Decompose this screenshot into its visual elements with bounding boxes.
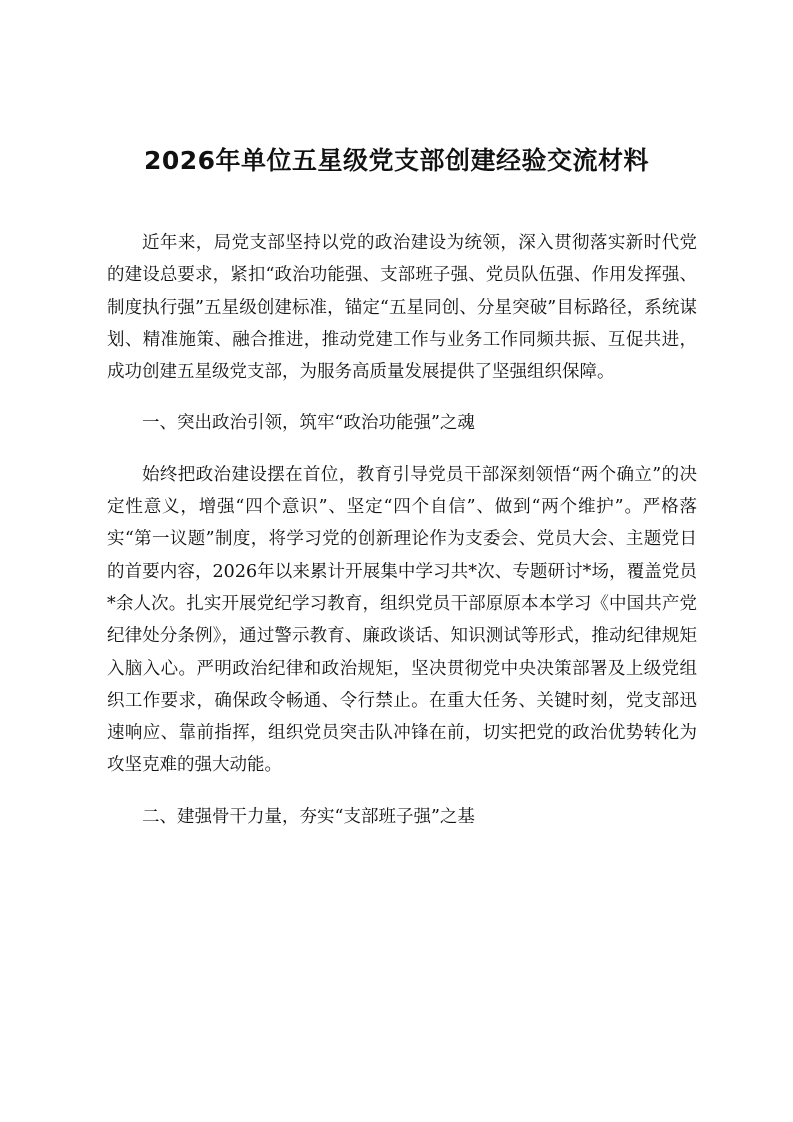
intro-paragraph: 近年来，局党支部坚持以党的政治建设为统领，深入贯彻落实新时代党的建设总要求，紧扣“政治功能强、支部班子强、党员队伍强、作用发挥强、制度执行强”五星级创建标准，锚定“五星同创、分星突破”目标路径，系统谋划、精准施策、融合推进，推动党建工作与业务工作同频共振、互促共进，成功创建五星级党支部，为服务高质量发展提供了坚强组织保障。 xyxy=(107,233,697,383)
section-heading-2: 二、建强骨干力量，夯实“支部班子强”之基 xyxy=(142,806,475,827)
section-heading-1: 一、突出政治引领，筑牢“政治功能强”之魂 xyxy=(142,413,475,434)
document-title: 2026年单位五星级党支部创建经验交流材料 xyxy=(143,146,650,175)
document-body xyxy=(107,227,697,833)
section-1-paragraph: 始终把政治建设摆在首位，教育引导党员干部深刻领悟“两个确立”的决定性意义，增强“四个意识”、坚定“四个自信”、做到“两个维护”。严格落实“第一议题”制度，将学习党的创新理论作为支委会、党员大会、主题党日的首要内容，2026年以来累计开展集中学习共*次、专题研讨*场，覆盖党员*余人次。扎实开展党纪学习教育，组织党员干部原原本本学习《中国共产党纪律处分条例》，通过警示教育、廉政谈话、知识测试等形式，推动纪律规矩入脑入心。严明政治纪律和政治规矩，坚决贯彻党中央决策部署及上级党组织工作要求，确保政令畅通、令行禁止。在重大任务、关键时刻，党支部迅速响应、靠前指挥，组织党员突击队冲锋在前，切实把党的政治优势转化为攻坚克难的强大动能。 xyxy=(107,464,697,776)
